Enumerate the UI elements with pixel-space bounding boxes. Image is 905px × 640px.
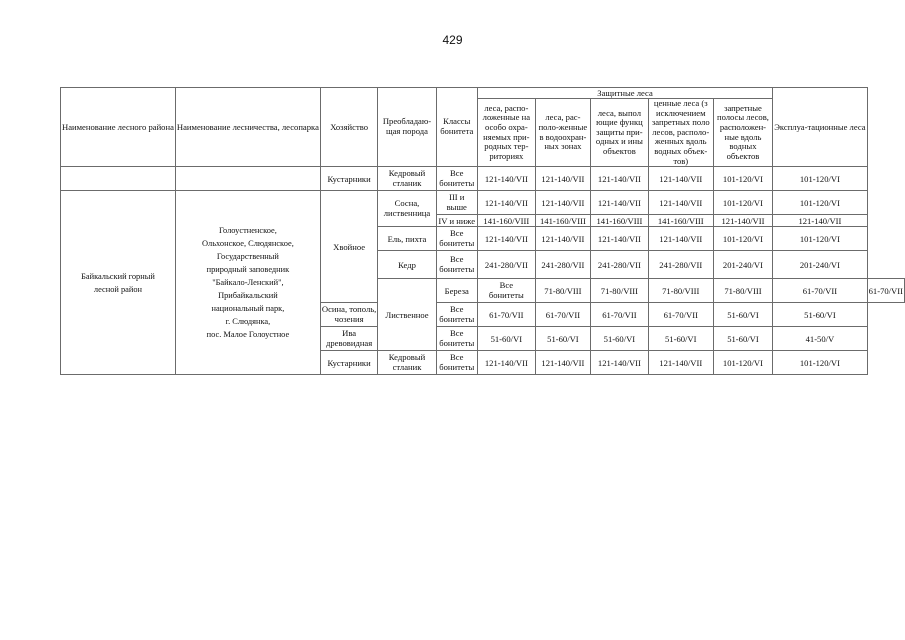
value-cell: 101-120/VI bbox=[713, 167, 773, 191]
value-cell: 201-240/VI bbox=[713, 251, 773, 279]
value-cell: 51-60/VI bbox=[590, 327, 648, 351]
header-region: Наименование лесного района bbox=[61, 88, 176, 167]
species-cell: Кедровый стланик bbox=[378, 351, 436, 375]
value-cell: 51-60/VI bbox=[773, 303, 867, 327]
header-prot-col-5: запретные полосы лесов, расположен- ные вдоль водных объектов bbox=[713, 99, 773, 167]
classes-cell: Все бонитеты bbox=[436, 227, 477, 251]
value-cell: 101-120/VI bbox=[773, 227, 867, 251]
table-row bbox=[61, 167, 905, 191]
classes-cell: IV и ниже bbox=[436, 215, 477, 227]
value-cell: 41-50/V bbox=[773, 327, 867, 351]
group-conifer: Хвойное bbox=[320, 191, 377, 303]
value-cell: 51-60/VI bbox=[713, 303, 773, 327]
value-cell: 61-70/VII bbox=[648, 303, 713, 327]
classes-cell: Все бонитеты bbox=[477, 279, 535, 303]
region-name: Байкальский горный лесной район bbox=[61, 191, 176, 375]
species-cell: Ель, пихта bbox=[378, 227, 436, 251]
value-cell: 201-240/VI bbox=[773, 251, 867, 279]
value-cell: 241-280/VII bbox=[590, 251, 648, 279]
classes-cell: III и выше bbox=[436, 191, 477, 215]
value-cell: 121-140/VII bbox=[648, 227, 713, 251]
value-cell: 141-160/VIII bbox=[535, 215, 590, 227]
value-cell: 71-80/VIII bbox=[590, 279, 648, 303]
value-cell: 121-140/VII bbox=[477, 351, 535, 375]
value-cell: 101-120/VI bbox=[773, 351, 867, 375]
value-cell: 101-120/VI bbox=[713, 227, 773, 251]
classes-cell: Все бонитеты bbox=[436, 167, 477, 191]
value-cell: 71-80/VIII bbox=[713, 279, 773, 303]
value-cell: 241-280/VII bbox=[477, 251, 535, 279]
value-cell: 51-60/VI bbox=[477, 327, 535, 351]
value-cell: 51-60/VI bbox=[535, 327, 590, 351]
species-cell: Кедр bbox=[378, 251, 436, 279]
header-protective-forests: Защитные леса bbox=[477, 88, 772, 99]
value-cell: 121-140/VII bbox=[590, 351, 648, 375]
classes-cell: Все бонитеты bbox=[436, 327, 477, 351]
value-cell: 141-160/VIII bbox=[648, 215, 713, 227]
group-shrubs: Кустарники bbox=[320, 351, 377, 375]
header-prot-col-2: леса, рас- поло-женные в водоохран- ных зонах bbox=[535, 99, 590, 167]
value-cell: 121-140/VII bbox=[477, 191, 535, 215]
value-cell: 121-140/VII bbox=[713, 215, 773, 227]
species-cell: Осина, тополь, чозения bbox=[320, 303, 377, 327]
value-cell: 121-140/VII bbox=[535, 351, 590, 375]
value-cell: 101-120/VI bbox=[713, 191, 773, 215]
value-cell: 61-70/VII bbox=[867, 279, 904, 303]
household-cell: Кустарники bbox=[320, 167, 377, 191]
value-cell: 121-140/VII bbox=[590, 227, 648, 251]
group-deciduous: Лиственное bbox=[378, 279, 436, 351]
classes-cell: Все бонитеты bbox=[436, 351, 477, 375]
value-cell: 61-70/VII bbox=[590, 303, 648, 327]
value-cell: 121-140/VII bbox=[648, 351, 713, 375]
value-cell: 121-140/VII bbox=[590, 167, 648, 191]
value-cell: 61-70/VII bbox=[477, 303, 535, 327]
value-cell: 101-120/VI bbox=[773, 167, 867, 191]
species-cell: Кедровый стланик bbox=[378, 167, 436, 191]
classes-cell: Все бонитеты bbox=[436, 303, 477, 327]
value-cell: 61-70/VII bbox=[773, 279, 867, 303]
value-cell: 241-280/VII bbox=[648, 251, 713, 279]
value-cell: 51-60/VI bbox=[713, 327, 773, 351]
header-classes: Классы бонитета bbox=[436, 88, 477, 167]
value-cell: 121-140/VII bbox=[477, 167, 535, 191]
value-cell: 101-120/VI bbox=[713, 351, 773, 375]
forest-age-table bbox=[60, 87, 905, 375]
value-cell: 141-160/VIII bbox=[590, 215, 648, 227]
value-cell: 51-60/VI bbox=[648, 327, 713, 351]
value-cell: 121-140/VII bbox=[590, 191, 648, 215]
forestry-name: Голоустненское, Ольхонское, Слюдянское, Государственный природный заповедник "Байкало-Ленский", Прибайкальский национальный парк, г. Слюдянка, пос. Малое Голоустное bbox=[175, 191, 320, 375]
value-cell: 121-140/VII bbox=[773, 215, 867, 227]
header-prot-col-4: ценные леса (з исключением запретных поло лесов, располо- женных вдоль водных объек- тов) bbox=[648, 99, 713, 167]
value-cell: 241-280/VII bbox=[535, 251, 590, 279]
value-cell: 121-140/VII bbox=[535, 191, 590, 215]
value-cell: 121-140/VII bbox=[648, 191, 713, 215]
header-exploitation: Эксплуа-тационные леса bbox=[773, 88, 867, 167]
page-number: 429 bbox=[442, 33, 463, 47]
header-household: Хозяйство bbox=[320, 88, 377, 167]
species-cell: Береза bbox=[436, 279, 477, 303]
value-cell: 141-160/VIII bbox=[477, 215, 535, 227]
header-prot-col-3: леса, выпол ющие функц защиты при- одных и ины объектов bbox=[590, 99, 648, 167]
classes-cell: Все бонитеты bbox=[436, 251, 477, 279]
table-row bbox=[61, 191, 905, 215]
header-forestry: Наименование лесничества, лесопарка bbox=[175, 88, 320, 167]
species-cell: Ива древовидная bbox=[320, 327, 377, 351]
value-cell: 101-120/VI bbox=[773, 191, 867, 215]
value-cell: 71-80/VIII bbox=[535, 279, 590, 303]
value-cell: 71-80/VIII bbox=[648, 279, 713, 303]
value-cell: 121-140/VII bbox=[535, 167, 590, 191]
value-cell: 121-140/VII bbox=[648, 167, 713, 191]
value-cell: 61-70/VII bbox=[535, 303, 590, 327]
value-cell: 121-140/VII bbox=[535, 227, 590, 251]
species-cell: Сосна, лиственница bbox=[378, 191, 436, 227]
value-cell: 121-140/VII bbox=[477, 227, 535, 251]
header-species: Преобладаю- щая порода bbox=[378, 88, 436, 167]
header-prot-col-1: леса, распо- ложенные на особо охра- няемых при- родных тер- риториях bbox=[477, 99, 535, 167]
